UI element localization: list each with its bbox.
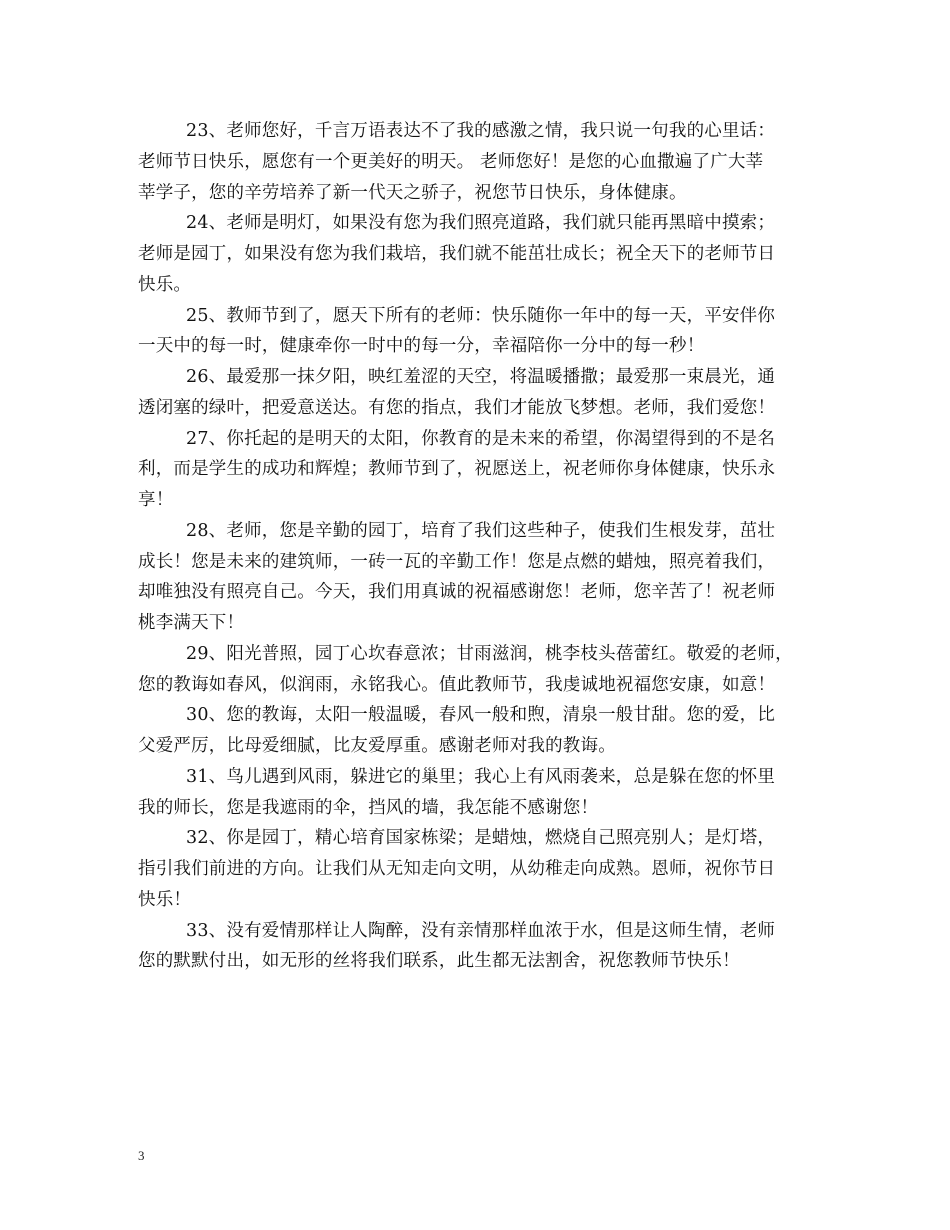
text-line: 却唯独没有照亮自己。今天，我们用真诚的祝福感谢您！老师，您辛苦了！祝老师 xyxy=(138,582,776,603)
text-line: 老师节日快乐，愿您有一个更美好的明天。 老师您好！是您的心血撒遍了广大莘 xyxy=(138,151,764,172)
text-line: 指引我们前进的方向。让我们从无知走向文明，从幼稚走向成熟。恩师，祝你节日 xyxy=(138,859,776,879)
text-line: 31、鸟儿遇到风雨，躲进它的巢里；我心上有风雨袭来，总是躲在您的怀里 xyxy=(186,766,776,787)
text-line: 利，而是学生的成功和辉煌；教师节到了，祝愿送上，祝老师你身体健康，快乐永 xyxy=(138,459,776,480)
text-line: 27、你托起的是明天的太阳，你教育的是未来的希望，你渴望得到的不是名 xyxy=(186,428,776,449)
text-line: 快乐！ xyxy=(138,889,192,910)
text-line: 莘学子，您的辛劳培养了新一代天之骄子，祝您节日快乐，身体健康。 xyxy=(138,182,687,203)
text-line: 32、你是园丁，精心培育国家栋梁；是蜡烛，燃烧自己照亮别人；是灯塔， xyxy=(186,828,776,849)
text-line: 快乐。 xyxy=(138,274,192,295)
text-line: 一天中的每一时，健康牵你一时中的每一分，幸福陪你一分中的每一秒！ xyxy=(138,336,705,357)
text-line: 25、教师节到了，愿天下所有的老师：快乐随你一年中的每一天，平安伴你 xyxy=(186,305,776,326)
text-line: 成长！您是未来的建筑师，一砖一瓦的辛勤工作！您是点燃的蜡烛，照亮着我们， xyxy=(138,551,776,572)
text-line: 24、老师是明灯，如果没有您为我们照亮道路，我们就只能再黑暗中摸索； xyxy=(186,213,776,234)
text-line: 29、阳光普照，园丁心坎春意浓；甘雨滋润，桃李枝头蓓蕾红。敬爱的老师， xyxy=(186,643,793,664)
text-line: 23、老师您好，千言万语表达不了我的感激之情，我只说一句我的心里话： xyxy=(186,121,776,141)
document-body xyxy=(138,116,818,977)
text-line: 30、您的教诲，太阳一般温暖，春风一般和煦，清泉一般甘甜。您的爱，比 xyxy=(186,705,776,726)
text-line: 33、没有爱情那样让人陶醉，没有亲情那样血浓于水，但是这师生情，老师 xyxy=(186,920,776,941)
text-line: 我的师长，您是我遮雨的伞，挡风的墙，我怎能不感谢您！ xyxy=(138,797,599,818)
text-line: 26、最爱那一抹夕阳，映红羞涩的天空，将温暖播撒；最爱那一束晨光，通 xyxy=(186,367,776,387)
text-line: 父爱严厉，比母爱细腻，比友爱厚重。感谢老师对我的教诲。 xyxy=(138,736,616,756)
text-line: 您的默默付出，如无形的丝将我们联系，此生都无法割舍，祝您教师节快乐！ xyxy=(138,951,740,972)
page-number: 3 xyxy=(138,1148,145,1163)
text-line: 28、老师，您是辛勤的园丁，培育了我们这些种子，使我们生根发芽，茁壮 xyxy=(186,520,776,541)
text-line: 享！ xyxy=(138,490,174,510)
text-line: 老师是园丁，如果没有您为我们栽培，我们就不能茁壮成长；祝全天下的老师节日 xyxy=(138,244,776,264)
text-line: 透闭塞的绿叶，把爱意送达。有您的指点，我们才能放飞梦想。老师，我们爱您！ xyxy=(138,397,776,418)
text-line: 桃李满天下！ xyxy=(138,613,245,633)
text-line: 您的教诲如春风，似润雨，永铭我心。值此教师节，我虔诚地祝福您安康，如意！ xyxy=(138,674,776,695)
